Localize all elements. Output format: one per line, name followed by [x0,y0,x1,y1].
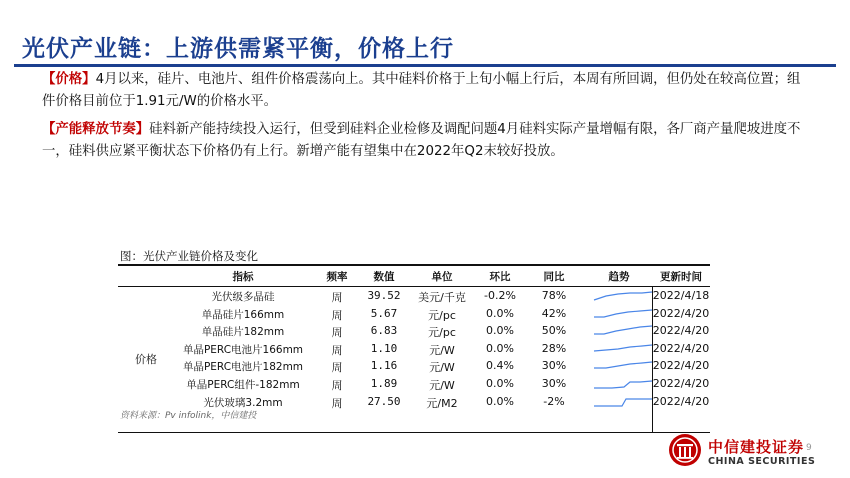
mom-cell: -0.2% [484,289,516,302]
trend-sparkline [592,376,654,391]
indicator-cell: 单晶PERC电池片182mm [182,361,304,374]
value-cell: 1.89 [370,376,398,390]
trend-sparkline [592,394,654,409]
table-row [118,340,710,358]
trend-sparkline [592,306,654,321]
mom-cell: 0.0% [486,324,514,338]
mom-cell: 0.0% [486,341,514,355]
price-paragraph [42,69,812,113]
yoy-cell: 50% [541,324,567,338]
group-label: 价格 [135,353,157,366]
yoy-cell: 30% [541,359,567,373]
price-tag: 【价格】 [42,72,96,87]
trend-sparkline [592,288,654,303]
frequency-cell: 周 [331,396,343,410]
yoy-cell: 42% [541,306,567,320]
table-row [118,287,710,305]
table-caption: 图：光伏产业链价格及变化 [120,249,258,263]
value-cell: 1.10 [370,341,398,355]
header-date: 更新时间 [660,271,702,283]
yoy-cell: 78% [541,289,567,302]
frequency-cell: 周 [331,378,343,392]
header-unit: 单位 [431,271,453,283]
indicator-cell: 光伏级多晶硅 [211,291,275,303]
trend-sparkline [592,358,654,373]
price-table [118,266,710,410]
value-cell: 39.52 [367,289,401,302]
frequency-cell: 周 [331,326,343,340]
unit-cell: 元/pc [428,326,456,340]
capacity-tag: 【产能释放节奏】 [42,122,150,137]
unit-cell: 元/M2 [426,396,458,410]
date-cell: 2022/4/20 [652,376,710,390]
date-cell: 2022/4/20 [652,359,710,373]
source-note: 资料来源：Pv infolink，中信建投 [120,411,257,421]
yoy-cell: 30% [541,376,567,390]
header-value: 数值 [373,271,395,283]
mom-cell: 0.0% [486,394,514,408]
trend-sparkline [592,323,654,338]
mom-cell: 0.4% [486,359,514,373]
page-number: 9 [806,443,812,453]
table-row [118,305,710,323]
indicator-cell: 单晶PERC电池片166mm [182,343,304,356]
unit-cell: 元/W [429,361,455,375]
trend-sparkline [592,341,654,356]
table-row [118,322,710,340]
table-header [118,266,710,287]
capacity-text: 硅料新产能持续投入运行，但受到硅料企业检修及调配问题4月硅料实际产量增幅有限，各厂商产量爬坡进度不一，硅料供应紧平衡状态下价格仍有上行。新增产能有望集中在2022年Q2末较好投放。 [42,122,801,159]
indicator-cell: 光伏玻璃3.2mm [203,396,283,409]
table-row [118,357,710,375]
date-cell: 2022/4/20 [652,394,710,408]
frequency-cell: 周 [331,343,343,357]
indicator-cell: 单晶硅片182mm [201,326,285,339]
date-cell: 2022/4/20 [652,324,710,338]
date-cell: 2022/4/20 [652,341,710,355]
unit-cell: 美元/千克 [418,291,466,304]
indicator-cell: 单晶硅片166mm [201,308,285,321]
indicator-cell: 单晶PERC组件-182mm [186,378,300,391]
header-yoy: 同比 [543,271,565,283]
header-mom: 环比 [489,271,511,283]
unit-cell: 元/W [429,378,455,392]
brand-name-en: CHINA SECURITIES [708,456,816,467]
page-title: 光伏产业链：上游供需紧平衡，价格上行 [22,36,454,62]
citic-logo-icon [668,433,702,467]
date-cell: 2022/4/20 [652,306,710,320]
value-cell: 27.50 [367,394,401,408]
mom-cell: 0.0% [486,306,514,320]
table-bottom-rule [118,432,710,433]
value-cell: 6.83 [370,324,398,338]
table-row [118,375,710,393]
mom-cell: 0.0% [486,376,514,390]
date-cell: 2022/4/18 [652,289,710,302]
unit-cell: 元/pc [428,308,456,322]
header-trend: 趋势 [608,271,630,283]
capacity-paragraph [42,119,812,163]
frequency-cell: 周 [331,308,343,322]
frequency-cell: 周 [331,361,343,375]
unit-cell: 元/W [429,343,455,357]
table-body [118,287,710,410]
value-cell: 1.16 [370,359,398,373]
header-name: 指标 [232,271,254,283]
yoy-cell: -2% [543,394,565,408]
title-underline [14,64,836,67]
header-freq: 频率 [326,271,348,283]
frequency-cell: 周 [331,291,343,304]
yoy-cell: 28% [541,341,567,355]
price-text: 4月以来，硅片、电池片、组件价格震荡向上。其中硅料价格于上旬小幅上行后，本周有所回调，但仍处在较高位置；组件价格目前位于1.91元/W的价格水平。 [42,72,801,109]
brand-name-cn: 中信建投证券 [708,438,805,456]
value-cell: 5.67 [370,306,398,320]
